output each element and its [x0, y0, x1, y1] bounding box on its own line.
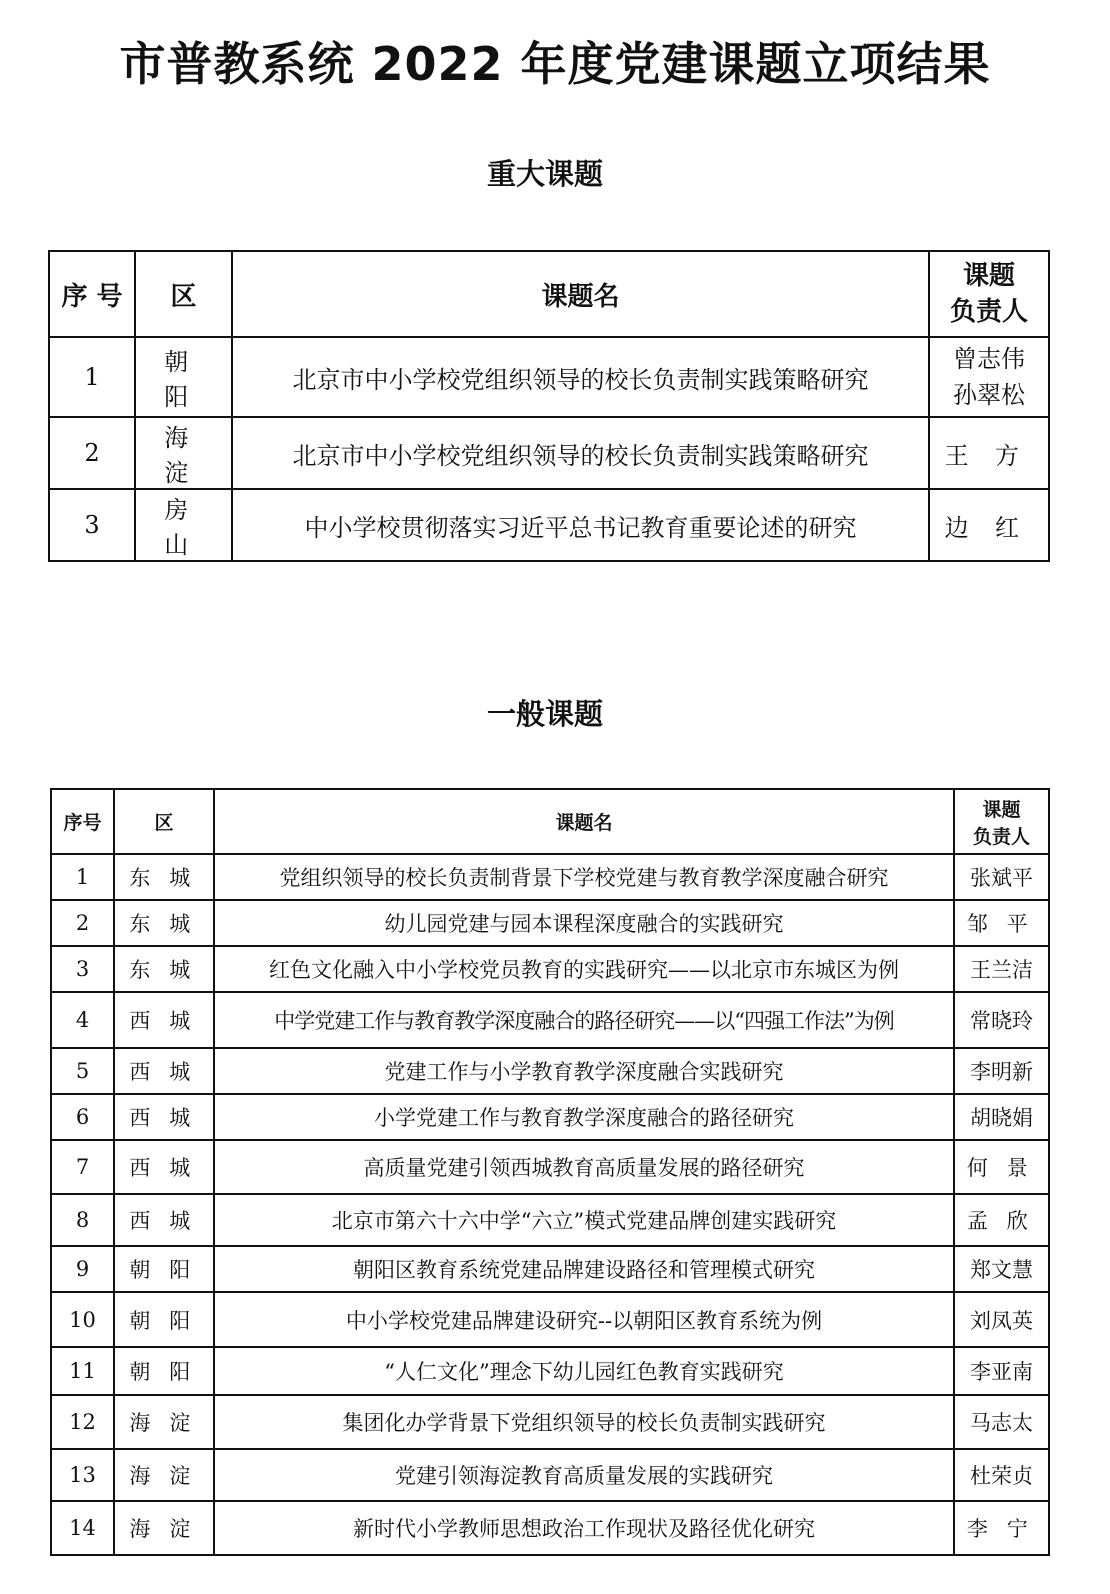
row-topic: 幼儿园党建与园本课程深度融合的实践研究 — [214, 900, 954, 946]
row-topic: 北京市中小学校党组织领导的校长负责制实践策略研究 — [232, 337, 929, 417]
row-topic: 新时代小学教师思想政治工作现状及路径优化研究 — [214, 1501, 954, 1555]
row-topic: 党建工作与小学教育教学深度融合实践研究 — [214, 1048, 954, 1094]
table-row — [49, 337, 1049, 417]
row-no: 5 — [51, 1048, 114, 1094]
row-no: 1 — [51, 854, 114, 900]
column-header-topic: 课题名 — [214, 789, 954, 854]
row-no: 3 — [51, 946, 114, 992]
column-header-leader-line2: 负责人 — [949, 297, 1028, 327]
row-leader: 杜荣贞 — [954, 1449, 1049, 1501]
row-topic: “人仁文化”理念下幼儿园红色教育实践研究 — [214, 1347, 954, 1395]
row-district: 房山 — [135, 489, 232, 561]
row-district: 海淀 — [114, 1395, 214, 1449]
row-leader: 马志太 — [954, 1395, 1049, 1449]
row-topic: 北京市第六十六中学“六立”模式党建品牌创建实践研究 — [214, 1194, 954, 1246]
row-leader: 孟欣 — [954, 1194, 1049, 1246]
row-no: 4 — [51, 992, 114, 1048]
table-row — [51, 854, 1049, 900]
row-topic: 中小学校党建品牌建设研究--以朝阳区教育系统为例 — [214, 1292, 954, 1347]
row-leader: 王兰洁 — [954, 946, 1049, 992]
table-row — [51, 1140, 1049, 1194]
row-leader: 邹平 — [954, 900, 1049, 946]
table-row — [51, 1194, 1049, 1246]
row-district: 东城 — [114, 900, 214, 946]
row-topic: 朝阳区教育系统党建品牌建设路径和管理模式研究 — [214, 1246, 954, 1292]
table-row — [51, 1501, 1049, 1555]
row-leader: 李宁 — [954, 1501, 1049, 1555]
row-district: 西城 — [114, 1140, 214, 1194]
general-topics-table — [50, 788, 1050, 1556]
general-topics-heading: 一般课题 — [486, 697, 603, 731]
row-no: 1 — [49, 337, 135, 417]
row-no: 12 — [51, 1395, 114, 1449]
row-district: 海淀 — [114, 1449, 214, 1501]
row-no: 3 — [49, 489, 135, 561]
row-topic: 红色文化融入中小学校党员教育的实践研究——以北京市东城区为例 — [214, 946, 954, 992]
table-row — [49, 417, 1049, 489]
column-header-no: 序 号 — [49, 251, 135, 337]
row-district: 西城 — [114, 1194, 214, 1246]
row-leader — [929, 337, 1049, 417]
row-district: 东城 — [114, 854, 214, 900]
column-header-district: 区 — [114, 789, 214, 854]
column-header-district: 区 — [135, 251, 232, 337]
row-district: 西城 — [114, 1048, 214, 1094]
table-row — [51, 1347, 1049, 1395]
table-header-row — [49, 251, 1049, 337]
row-district: 海淀 — [114, 1501, 214, 1555]
row-topic: 高质量党建引领西城教育高质量发展的路径研究 — [214, 1140, 954, 1194]
row-no: 11 — [51, 1347, 114, 1395]
row-no: 13 — [51, 1449, 114, 1501]
row-no: 7 — [51, 1140, 114, 1194]
row-district: 朝阳 — [135, 337, 232, 417]
row-no: 6 — [51, 1094, 114, 1140]
row-no: 2 — [49, 417, 135, 489]
table-row — [51, 1246, 1049, 1292]
column-header-topic: 课题名 — [232, 251, 929, 337]
row-leader: 边红 — [929, 489, 1049, 561]
table-header-row — [51, 789, 1049, 854]
row-leader: 王方 — [929, 417, 1049, 489]
row-district: 朝阳 — [114, 1246, 214, 1292]
row-district: 海淀 — [135, 417, 232, 489]
table-row — [49, 489, 1049, 561]
row-topic: 中学党建工作与教育教学深度融合的路径研究——以“四强工作法”为例 — [214, 992, 954, 1048]
table-row — [51, 1449, 1049, 1501]
column-header-no: 序号 — [51, 789, 114, 854]
table-row — [51, 1292, 1049, 1347]
major-topics-table — [48, 250, 1050, 562]
column-header-leader — [954, 789, 1049, 854]
row-no: 9 — [51, 1246, 114, 1292]
row-district: 朝阳 — [114, 1292, 214, 1347]
row-no: 10 — [51, 1292, 114, 1347]
row-leader: 胡晓娟 — [954, 1094, 1049, 1140]
table-row — [51, 992, 1049, 1048]
row-topic: 中小学校贯彻落实习近平总书记教育重要论述的研究 — [232, 489, 929, 561]
table-row — [51, 946, 1049, 992]
row-topic: 小学党建工作与教育教学深度融合的路径研究 — [214, 1094, 954, 1140]
row-topic: 北京市中小学校党组织领导的校长负责制实践策略研究 — [232, 417, 929, 489]
column-header-leader-line1: 课题 — [962, 261, 1015, 291]
row-district: 西城 — [114, 1094, 214, 1140]
table-row — [51, 1048, 1049, 1094]
row-leader: 何景 — [954, 1140, 1049, 1194]
table-row — [51, 1094, 1049, 1140]
row-leader: 郑文慧 — [954, 1246, 1049, 1292]
major-topics-heading: 重大课题 — [486, 157, 603, 191]
row-topic: 党组织领导的校长负责制背景下学校党建与教育教学深度融合研究 — [214, 854, 954, 900]
table-row — [51, 900, 1049, 946]
table-row — [51, 1395, 1049, 1449]
row-leader: 常晓玲 — [954, 992, 1049, 1048]
row-district: 东城 — [114, 946, 214, 992]
row-no: 8 — [51, 1194, 114, 1246]
row-topic: 集团化办学背景下党组织领导的校长负责制实践研究 — [214, 1395, 954, 1449]
row-leader-2: 孙翠松 — [953, 381, 1025, 409]
column-header-leader-line2: 负责人 — [972, 825, 1030, 848]
row-district: 朝阳 — [114, 1347, 214, 1395]
column-header-leader — [929, 251, 1049, 337]
row-leader: 李明新 — [954, 1048, 1049, 1094]
column-header-leader-line1: 课题 — [982, 798, 1021, 821]
row-no: 14 — [51, 1501, 114, 1555]
row-leader: 刘凤英 — [954, 1292, 1049, 1347]
document-title: 市普教系统 2022 年度党建课题立项结果 — [119, 37, 991, 91]
row-topic: 党建引领海淀教育高质量发展的实践研究 — [214, 1449, 954, 1501]
row-leader-1: 曾志伟 — [953, 345, 1025, 373]
row-leader: 李亚南 — [954, 1347, 1049, 1395]
row-no: 2 — [51, 900, 114, 946]
row-leader: 张斌平 — [954, 854, 1049, 900]
row-district: 西城 — [114, 992, 214, 1048]
